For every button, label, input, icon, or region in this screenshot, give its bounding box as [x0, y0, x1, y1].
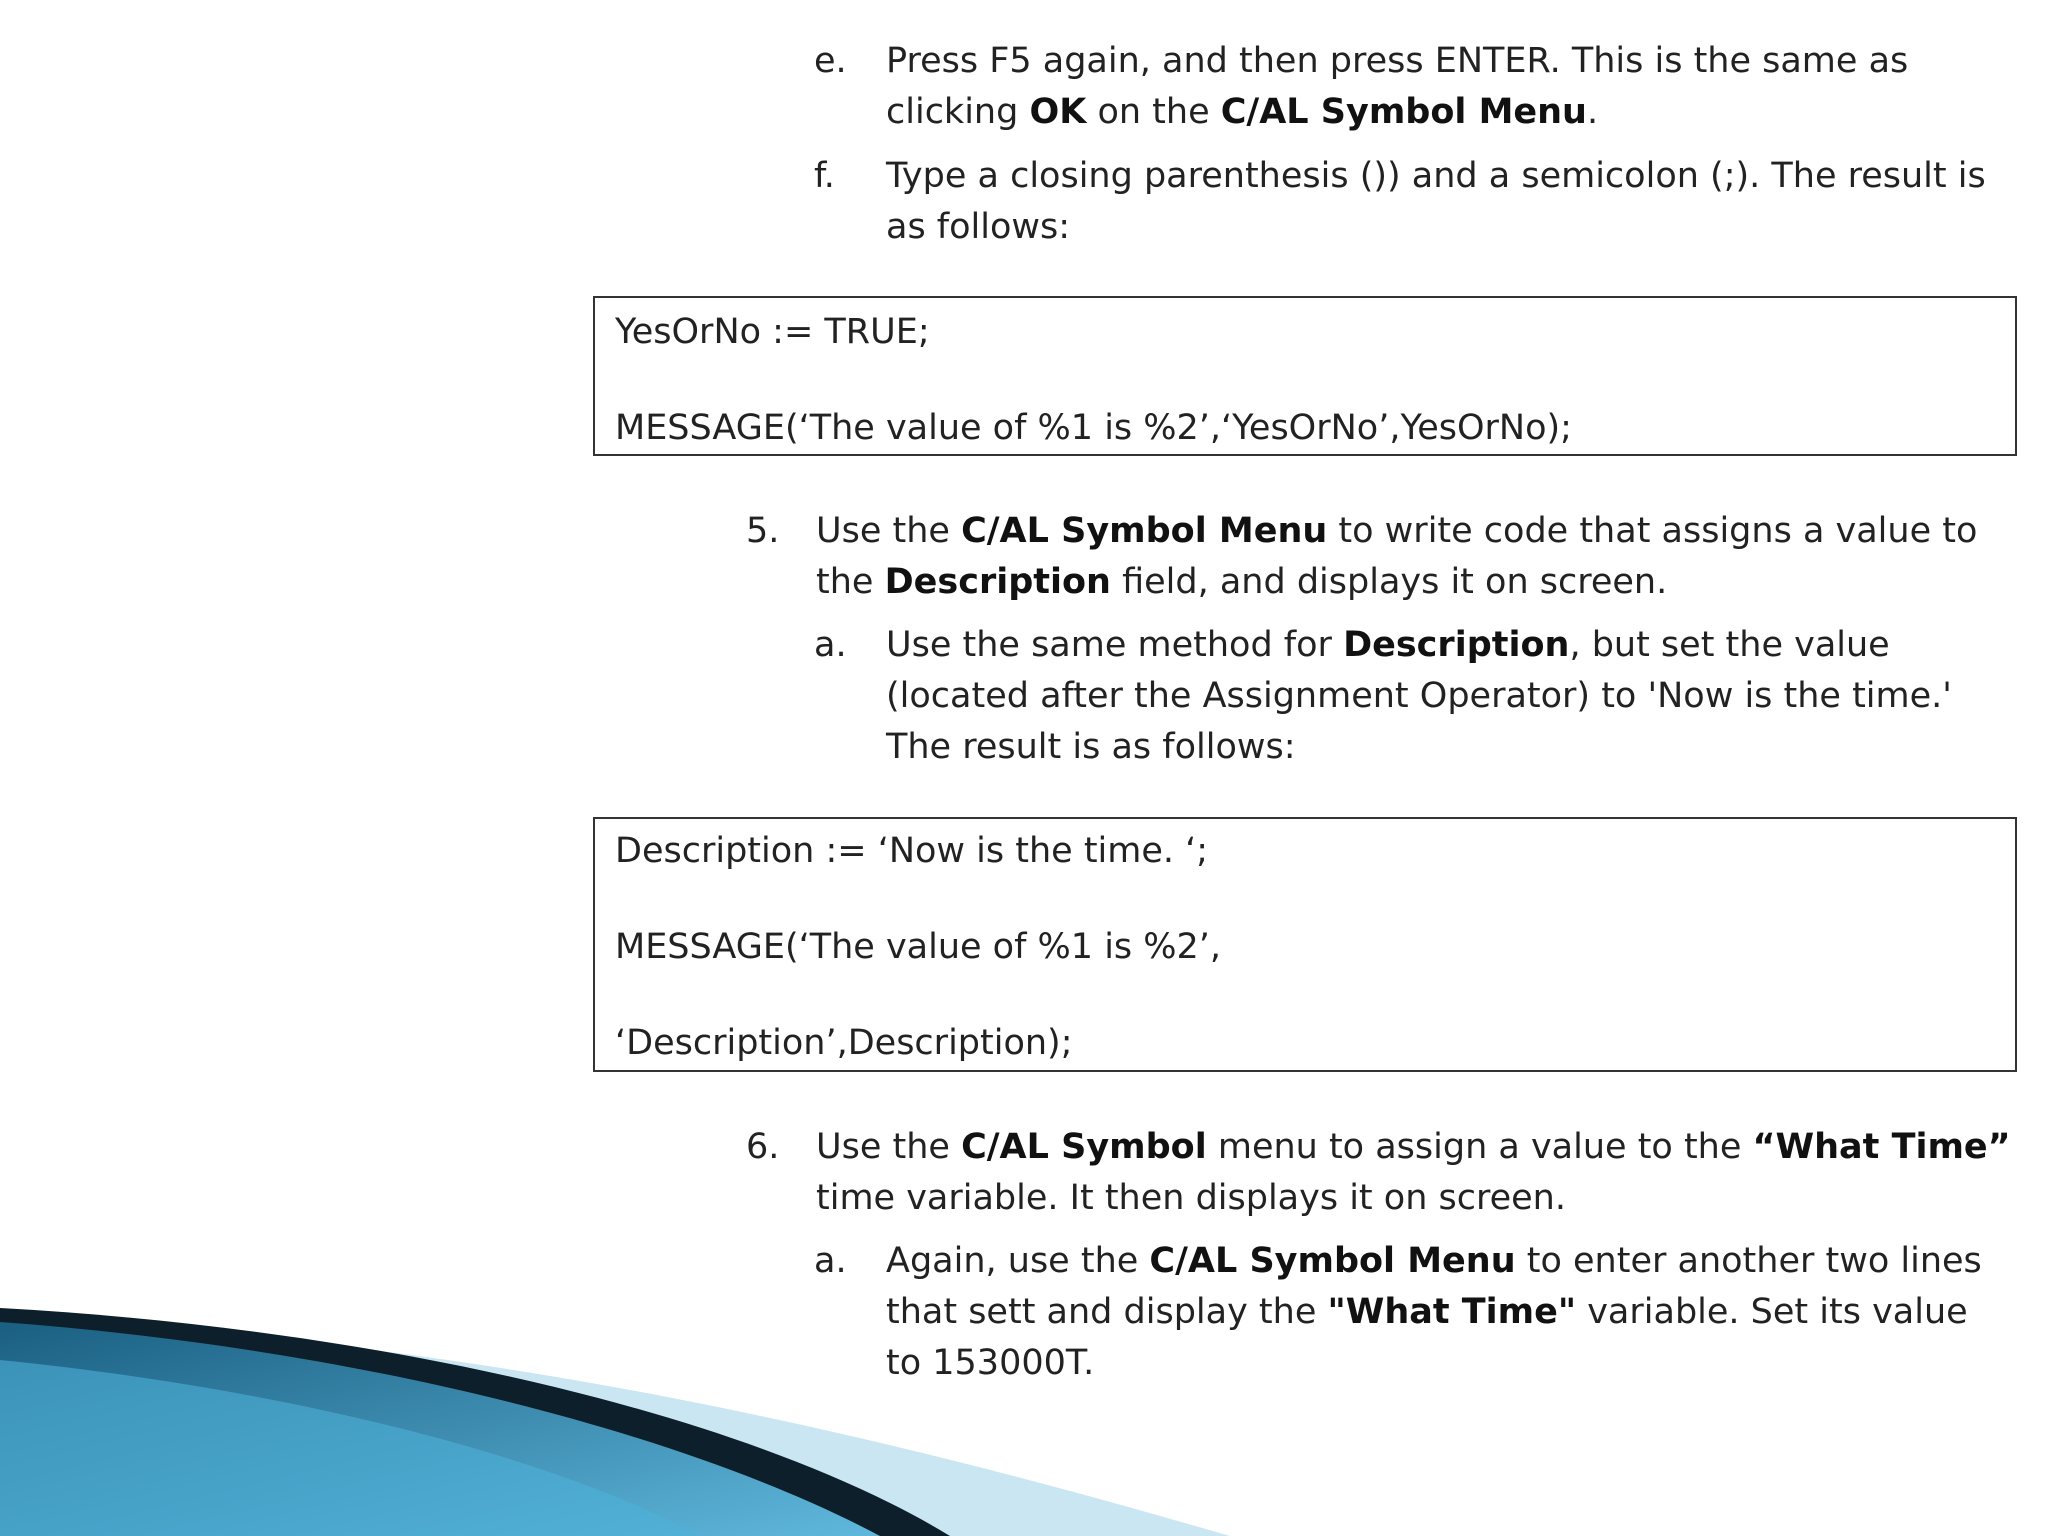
- step-5a-text: Use the same method for Description, but set the value (located after the Assignment Operator) to 'Now is the time.' The result is as follows:: [886, 625, 1952, 767]
- step-e-marker: e.: [814, 41, 847, 81]
- step-6-text: Use the C/AL Symbol menu to assign a value to the “What Time” time variable. It then displays it on screen.: [816, 1127, 2011, 1218]
- step-f-text: Type a closing parenthesis ()) and a semicolon (;). The result is as follows:: [886, 156, 1986, 247]
- step-5a-marker: a.: [814, 625, 847, 665]
- step-6-marker: 6.: [746, 1127, 780, 1167]
- code-line: ‘Description’,Description);: [615, 1023, 1073, 1063]
- code-line: YesOrNo := TRUE;: [615, 312, 930, 352]
- code-line: MESSAGE(‘The value of %1 is %2’,: [615, 927, 1222, 967]
- code-line: Description := ‘Now is the time. ‘;: [615, 831, 1209, 871]
- step-6a-marker: a.: [814, 1241, 847, 1281]
- step-6a-text: Again, use the C/AL Symbol Menu to enter another two lines that sett and display the "What Time" variable. Set its value to 153000T.: [886, 1241, 1982, 1383]
- step-5-text: Use the C/AL Symbol Menu to write code that assigns a value to the Description field, and displays it on screen.: [816, 511, 1978, 602]
- step-e-text: Press F5 again, and then press ENTER. This is the same as clicking OK on the C/AL Symbol Menu.: [886, 41, 1909, 132]
- code-block-yesorno: [593, 296, 2017, 456]
- step-5-marker: 5.: [746, 511, 780, 551]
- code-block-description: [593, 817, 2017, 1072]
- step-f-marker: f.: [814, 156, 835, 196]
- code-line: MESSAGE(‘The value of %1 is %2’,‘YesOrNo’,YesOrNo);: [615, 408, 1572, 448]
